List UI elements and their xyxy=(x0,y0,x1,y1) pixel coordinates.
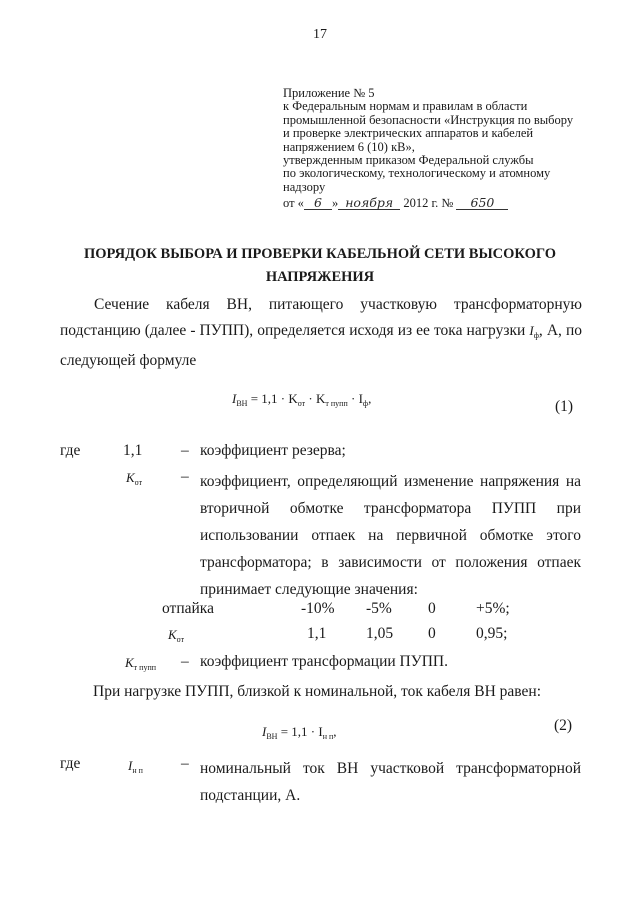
tap-value: +5%; xyxy=(476,600,510,617)
paragraph-line: Сечение кабеля ВН, питающего участковую трансформаторную xyxy=(94,296,582,313)
where-label-2: где xyxy=(60,755,81,772)
where-desc-2: коэффициент, определяющий изменение напряжения на вторичной обмотке трансформатора ПУПП при использовании отпаек на первичной обмотке этого трансформатора; в зависимости от положения отпаек принимает следующие значения: xyxy=(200,473,581,598)
k-value: 0 xyxy=(428,625,436,642)
tap-label: отпайка xyxy=(162,600,214,617)
where-var-2: $K_{от}$ xyxy=(126,470,143,487)
k-label: $K_{от}$ xyxy=(168,627,185,644)
where-desc-3: коэффициент трансформации ПУПП. xyxy=(200,653,448,670)
equation-number-1: (1) xyxy=(555,398,574,415)
paragraph-nominal: При нагрузке ПУПП, близкой к номинальной, ток кабеля ВН равен: xyxy=(93,683,541,700)
appendix-line: утвержденным приказом Федеральной службы xyxy=(283,153,534,168)
k-value: 1,05 xyxy=(366,625,394,642)
paragraph-line: следующей формуле xyxy=(60,352,197,369)
appendix-line: напряжением 6 (10) кВ», xyxy=(283,139,415,154)
appendix-line: к Федеральным нормам и правилам в области xyxy=(283,99,528,114)
k-value: 1,1 xyxy=(307,625,327,642)
formula-2: $I_{ВН} = 1,1 \cdot I_{н п}$, xyxy=(262,724,337,741)
where2-desc: номинальный ток ВН участковой трансформаторной подстанции, А. xyxy=(200,760,581,804)
tap-value: 0 xyxy=(428,600,436,617)
handwritten-month: ноября xyxy=(338,197,400,210)
appendix-date: от « 6 » ноября 2012 г. № 650 xyxy=(283,197,573,210)
equation-number-2: (2) xyxy=(554,717,573,734)
appendix-line: по экологическому, технологическому и атомному xyxy=(283,166,551,181)
where2-var: $I_{н п}$ xyxy=(128,758,143,775)
appendix-line: промышленной безопасности «Инструкция по выбору xyxy=(283,112,574,127)
where-dash: – xyxy=(181,653,189,670)
appendix-line: и проверке электрических аппаратов и кабелей xyxy=(283,126,534,141)
handwritten-day: 6 xyxy=(304,197,332,210)
paragraph-line: подстанцию (далее - ПУПП), определяется исходя из ее тока нагрузки $I_ф$, А, по xyxy=(60,321,582,340)
tap-value: -5% xyxy=(366,600,392,617)
where-dash: – xyxy=(181,442,189,459)
where-var-3: $K_{т пупп}$ xyxy=(125,655,157,672)
appendix-header xyxy=(283,87,573,211)
appendix-line: надзору xyxy=(283,179,326,194)
appendix-line: Приложение № 5 xyxy=(283,86,375,100)
handwritten-number: 650 xyxy=(456,197,508,210)
where-var-1: 1,1 xyxy=(123,442,143,459)
section-title: ПОРЯДОК ВЫБОРА И ПРОВЕРКИ КАБЕЛЬНОЙ СЕТИ ВЫСОКОГО НАПРЯЖЕНИЯ xyxy=(83,246,557,285)
where-label-1: где xyxy=(60,442,81,459)
where-desc-1: коэффициент резерва; xyxy=(200,442,346,459)
where-dash: – xyxy=(181,468,189,485)
page-number: 17 xyxy=(313,27,327,42)
formula-1: $I_{ВН} = 1,1 \cdot K_{от} \cdot K_{т пупп} \cdot I_ф$, xyxy=(232,391,372,408)
tap-value: -10% xyxy=(301,600,335,617)
paragraph-intro xyxy=(60,292,582,374)
where-dash: – xyxy=(181,755,189,772)
k-value: 0,95; xyxy=(476,625,508,642)
